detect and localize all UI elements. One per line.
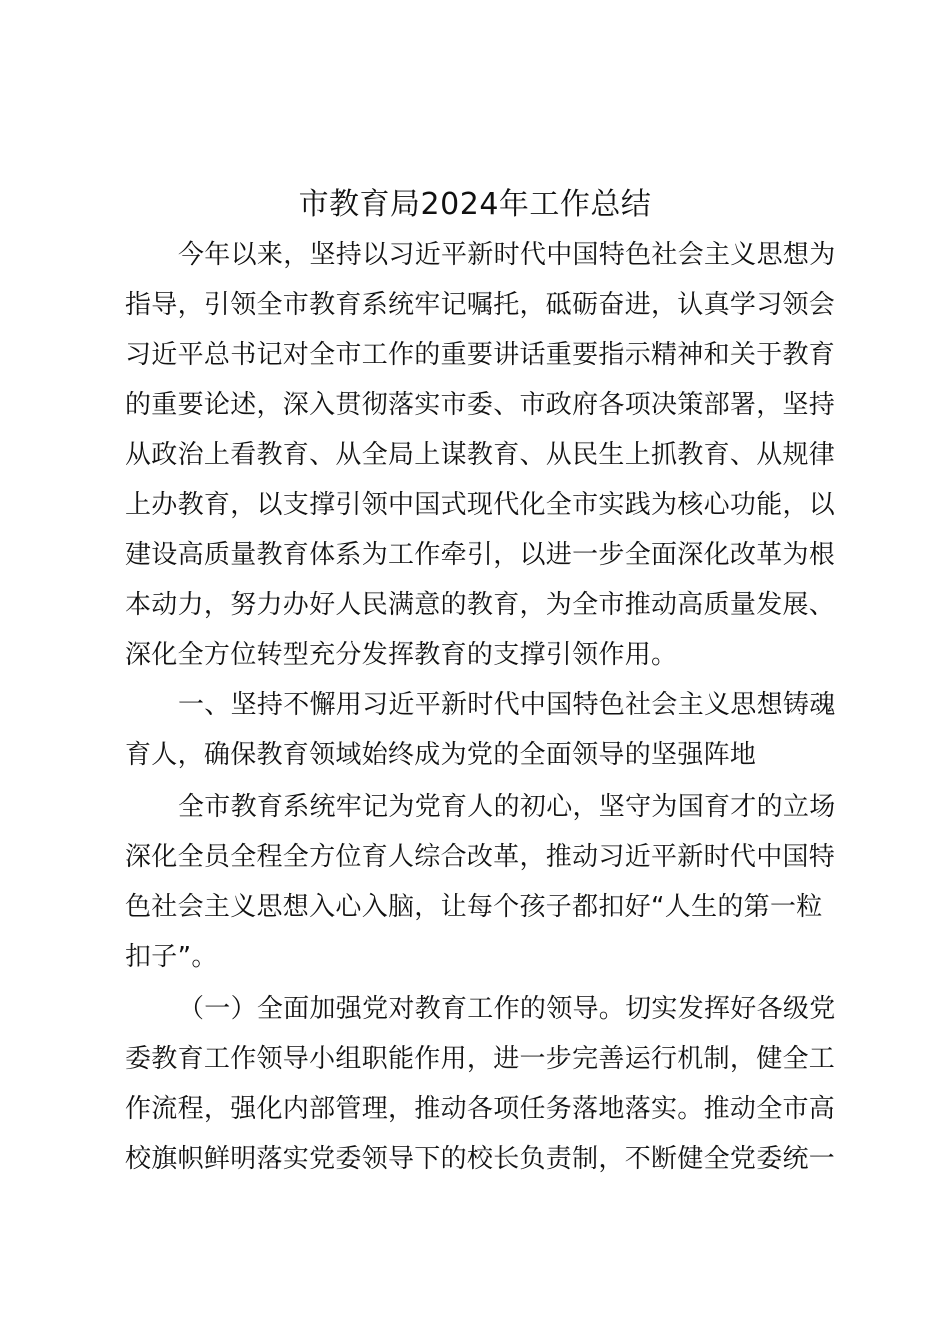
paragraph-line: 全市教育系统牢记为党育人的初心，坚守为国育才的立场 — [178, 792, 836, 822]
paragraph-line: 上办教育，以支撑引领中国式现代化全市实践为核心功能，以 — [125, 490, 836, 520]
document-title: 市教育局2024年工作总结 — [298, 187, 652, 222]
paragraph-line: （一）全面加强党对教育工作的领导。切实发挥好各级党 — [178, 994, 836, 1024]
section-heading-line: 育人，确保教育领域始终成为党的全面领导的坚强阵地 — [125, 740, 757, 770]
paragraph-line: 本动力，努力办好人民满意的教育，为全市推动高质量发展、 — [125, 590, 836, 620]
paragraph-line: 今年以来，坚持以习近平新时代中国特色社会主义思想为 — [178, 240, 836, 270]
paragraph-line: 习近平总书记对全市工作的重要讲话重要指示精神和关于教育 — [125, 340, 836, 370]
paragraph-line: 校旗帜鲜明落实党委领导下的校长负责制，不断健全党委统一 — [125, 1144, 836, 1174]
paragraph-line: 作流程，强化内部管理，推动各项任务落地落实。推动全市高 — [125, 1094, 836, 1124]
paragraph-line: 从政治上看教育、从全局上谋教育、从民生上抓教育、从规律 — [125, 440, 836, 470]
paragraph-line: 深化全员全程全方位育人综合改革，推动习近平新时代中国特 — [125, 842, 836, 872]
paragraph-line: 指导，引领全市教育系统牢记嘱托，砥砺奋进，认真学习领会 — [125, 290, 836, 320]
paragraph-line: 建设高质量教育体系为工作牵引，以进一步全面深化改革为根 — [125, 540, 836, 570]
paragraph-line: 的重要论述，深入贯彻落实市委、市政府各项决策部署，坚持 — [125, 390, 836, 420]
paragraph-line: 深化全方位转型充分发挥教育的支撑引领作用。 — [125, 640, 678, 670]
section-heading-line: 一、坚持不懈用习近平新时代中国特色社会主义思想铸魂 — [178, 690, 836, 720]
paragraph-line: 色社会主义思想入心入脑，让每个孩子都扣好“人生的第一粒 — [125, 892, 823, 922]
paragraph-line: 委教育工作领导小组职能作用，进一步完善运行机制，健全工 — [125, 1044, 836, 1074]
paragraph-line: 扣子”。 — [125, 942, 218, 972]
